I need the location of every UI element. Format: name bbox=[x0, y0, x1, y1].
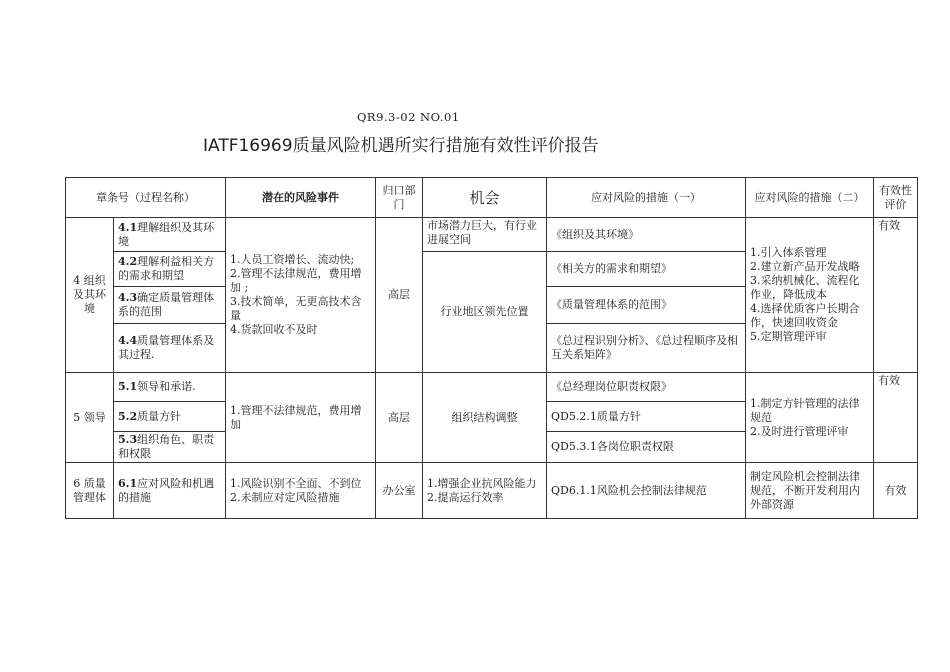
item-text: 质量方针 bbox=[137, 409, 182, 423]
item-text: 确定质量管理体系的范围 bbox=[118, 291, 215, 318]
dept-cell: 高层 bbox=[376, 218, 423, 373]
header-risk-event: 潜在的风险事件 bbox=[226, 178, 376, 218]
chapter-cell: 4 组织及其环境 bbox=[66, 218, 114, 373]
measure-2-cell: 1.引入体系管理 2.建立新产品开发战略 3.采纳机械化、流程化作业，降低成本 4.选择优质客户长期合作，快速回收资金 5.定期管理评审 bbox=[746, 218, 874, 373]
opportunity-cell: 市场潜力巨大，有行业进展空间 bbox=[423, 218, 547, 252]
evaluation-table bbox=[65, 177, 918, 519]
item-text: 理解组织及其环境 bbox=[118, 220, 215, 248]
dept-cell: 办公室 bbox=[376, 463, 423, 519]
item-cell bbox=[114, 402, 226, 432]
item-number: 6.1 bbox=[118, 476, 138, 490]
risk-event-cell: 1.管理不法律规范，费用增加 bbox=[226, 373, 376, 463]
item-number: 4.4 bbox=[118, 334, 138, 347]
measure-1-cell: QD5.3.1各岗位职责权限 bbox=[547, 432, 746, 463]
measure-1-cell: 《质量管理体系的范围》 bbox=[547, 287, 746, 324]
risk-event-cell: 1.风险识别不全面、不到位 2.未制应对定风险措施 bbox=[226, 463, 376, 519]
item-text: 组织角色、职责和权限 bbox=[118, 433, 215, 460]
item-text: 领导和承诺. bbox=[137, 380, 196, 393]
item-number: 5.1 bbox=[118, 380, 138, 393]
item-text: 理解利益相关方的需求和期望 bbox=[118, 255, 215, 282]
measure-1-cell: QD5.2.1质量方针 bbox=[547, 402, 746, 432]
table-row bbox=[66, 373, 918, 402]
table-row bbox=[66, 218, 918, 252]
header-evaluation: 有效性评价 bbox=[874, 178, 918, 218]
opportunity-cell: 行业地区领先位置 bbox=[423, 252, 547, 373]
document-title: IATF16969质量风险机遇所实行措施有效性评价报告 bbox=[203, 136, 599, 156]
measure-1-cell: QD6.1.1风险机会控制法律规范 bbox=[547, 463, 746, 519]
item-number: 4.2 bbox=[118, 255, 138, 268]
item-number: 5.3 bbox=[118, 433, 138, 446]
chapter-cell: 6 质量管理体 bbox=[66, 463, 114, 519]
measure-1-cell: 《总经理岗位职责权限》 bbox=[547, 373, 746, 402]
item-number: 5.2 bbox=[118, 409, 138, 423]
chapter-cell: 5 领导 bbox=[66, 373, 114, 463]
table-row bbox=[66, 463, 918, 519]
evaluation-cell: 有效 bbox=[874, 463, 918, 519]
item-text: 质量管理体系及其过程. bbox=[118, 334, 215, 361]
dept-cell: 高层 bbox=[376, 373, 423, 463]
opportunity-cell: 1.增强企业抗风险能力 2.提高运行效率 bbox=[423, 463, 547, 519]
measure-2-cell: 制定风险机会控制法律规范，不断开发利用内外部资源 bbox=[746, 463, 874, 519]
risk-event-cell: 1.人员工资增长、流动快; 2.管理不法律规范，费用增加 ; 3.技术简单，无更高技术含量 4.货款回收不及时 bbox=[226, 218, 376, 373]
item-text: 应对风险和机遇的措施 bbox=[118, 476, 215, 504]
header-opportunity: 机会 bbox=[423, 178, 547, 218]
evaluation-cell: 有效 bbox=[874, 218, 918, 373]
item-cell bbox=[114, 324, 226, 373]
evaluation-cell: 有效 bbox=[874, 373, 918, 463]
header-measure-2: 应对风险的措施（二） bbox=[746, 178, 874, 218]
item-cell bbox=[114, 252, 226, 287]
header-chapter: 章条号（过程名称） bbox=[66, 178, 226, 218]
header-measure-1: 应对风险的措施（一） bbox=[547, 178, 746, 218]
item-cell bbox=[114, 432, 226, 463]
measure-1-cell: 《总过程识别分析》、《总过程顺序及相互关系矩阵》 bbox=[547, 324, 746, 373]
item-cell bbox=[114, 287, 226, 324]
opportunity-cell: 组织结构调整 bbox=[423, 373, 547, 463]
measure-1-cell: 《相关方的需求和期望》 bbox=[547, 252, 746, 287]
item-number: 4.1 bbox=[118, 220, 138, 234]
table-header-row bbox=[66, 178, 918, 218]
document-code: QR9.3-02 NO.01 bbox=[357, 110, 460, 124]
header-dept: 归口部门 bbox=[376, 178, 423, 218]
measure-1-cell: 《组织及其环境》 bbox=[547, 218, 746, 252]
item-cell bbox=[114, 218, 226, 252]
item-number: 4.3 bbox=[118, 291, 138, 304]
measure-2-cell: 1.制定方针管理的法律规范 2.及时进行管理评审 bbox=[746, 373, 874, 463]
item-cell bbox=[114, 463, 226, 519]
item-cell bbox=[114, 373, 226, 402]
